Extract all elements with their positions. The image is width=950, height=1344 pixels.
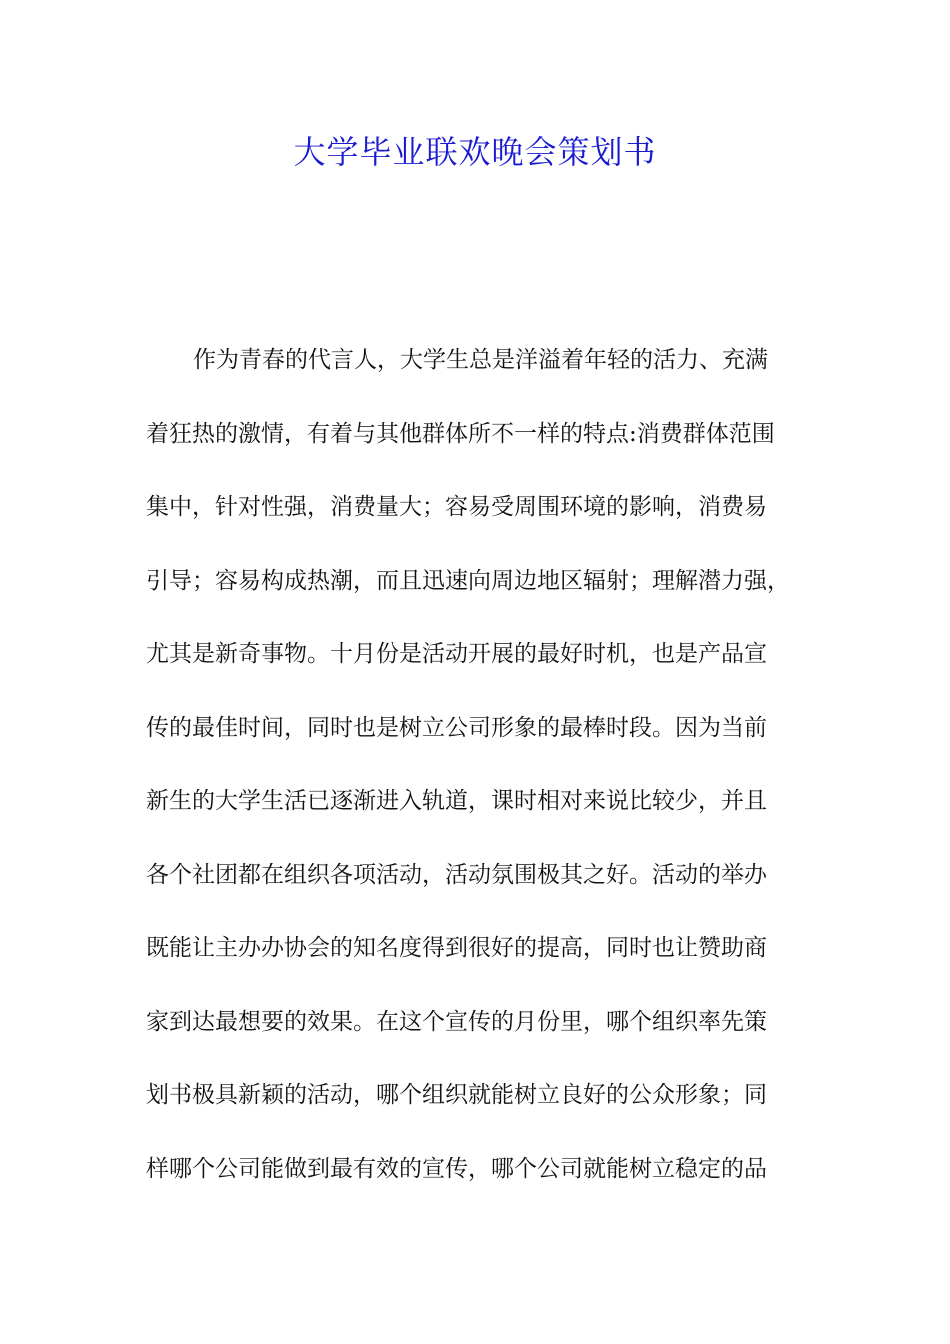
paragraph-line: 集中，针对性强，消费量大；容易受周围环境的影响，消费易 — [146, 494, 767, 520]
paragraph-line: 着狂热的激情，有着与其他群体所不一样的特点:消费群体范围 — [146, 420, 775, 447]
document-body — [146, 340, 826, 1222]
paragraph-line: 传的最佳时间，同时也是树立公司形象的最棒时段。因为当前 — [146, 714, 767, 741]
paragraph-line: 各个社团都在组织各项活动，活动氛围极其之好。活动的举办 — [146, 861, 767, 888]
paragraph-line: 引导；容易构成热潮，而且迅速向周边地区辐射；理解潜力强， — [146, 567, 790, 594]
paragraph-line: 尤其是新奇事物。十月份是活动开展的最好时机，也是产品宣 — [146, 641, 767, 667]
paragraph-line: 新生的大学生活已逐渐进入轨道，课时相对来说比较少，并且 — [146, 788, 767, 814]
paragraph-line: 样哪个公司能做到最有效的宣传，哪个公司就能树立稳定的品 — [146, 1155, 767, 1182]
paragraph-line: 作为青春的代言人，大学生总是洋溢着年轻的活力、充满 — [193, 347, 768, 373]
document-title: 大学毕业联欢晚会策划书 — [293, 133, 657, 171]
paragraph-line: 既能让主办办协会的知名度得到很好的提高，同时也让赞助商 — [146, 935, 767, 961]
paragraph-line: 划书极具新颖的活动，哪个组织就能树立良好的公众形象；同 — [146, 1082, 767, 1108]
paragraph-line: 家到达最想要的效果。在这个宣传的月份里，哪个组织率先策 — [146, 1008, 767, 1035]
